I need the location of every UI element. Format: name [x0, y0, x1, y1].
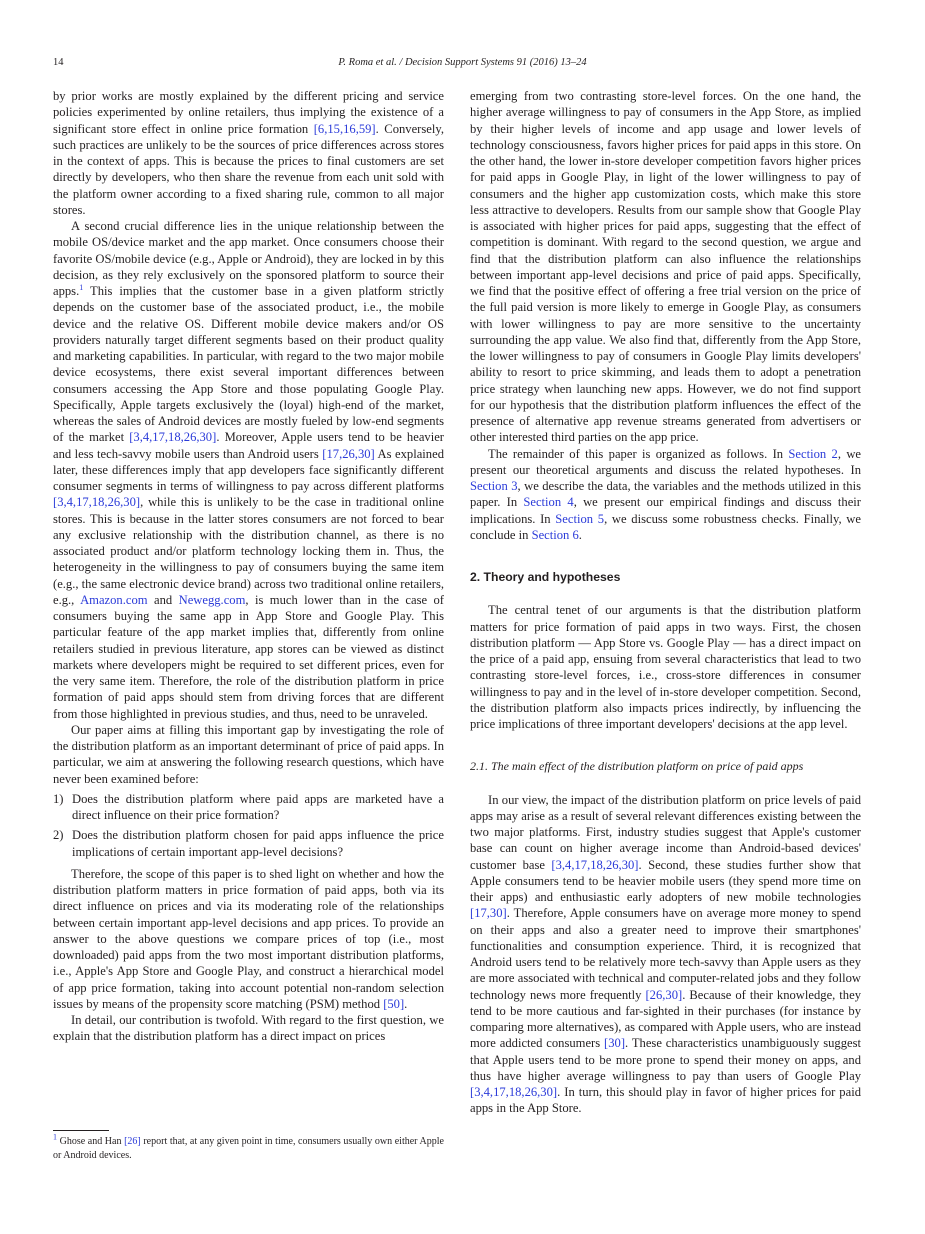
reference-link[interactable]: Section 3	[470, 479, 518, 493]
reference-link[interactable]: [50]	[383, 996, 405, 1011]
text-run: 2.1. The main effect of the distribution platform on price of paid apps	[470, 759, 804, 774]
text-run: Therefore, the scope of this paper is to shed light on whether and how the distribution platform matters in price formation of paid apps, both via its direct influence on prices and via its moderating role of the relationships between certain important app-level decisions and app prices. To provide an answer to the above questions we compare prices of top (i.e., most downloaded) paid apps from the two most important distribution platforms, i.e., Apple's App Store and Google Play, and construct a hierarchical model of app price formation, taking into account potential non-random selection issues by means of the propensity score matching (PSM) method	[53, 866, 444, 1011]
paragraph	[53, 88, 444, 218]
text-run: , we present our empirical findings and discuss their implications. In	[470, 495, 861, 526]
text-run: 2. Theory and hypotheses	[470, 570, 621, 584]
list-number: 1)	[53, 791, 64, 806]
text-run: . Therefore, Apple consumers have on average more money to spend on their apps and also a greater need to improve their smartphones' functionalities and consumption experience. Third, it is recognized that Android users tend to be relatively more tech-savvy than Apple users as they are more associated with technical and computer-related jobs and they follow technology news more frequently	[470, 906, 861, 1002]
text-run: .	[404, 996, 408, 1011]
paragraph	[53, 218, 444, 722]
paragraph	[53, 722, 444, 787]
text-run: , we present our theoretical arguments and discuss the related hypotheses. In	[470, 446, 861, 477]
reference-link[interactable]: Section 4	[523, 495, 574, 510]
list-text	[72, 827, 444, 860]
text-run: . In turn, this should play in favor of higher prices for paid apps in the App Store.	[470, 1085, 861, 1116]
reference-link[interactable]: [3,4,17,18,26,30]	[129, 430, 217, 445]
text-run: report that, at any given point in time, consumers usually own either Apple or Android devices.	[53, 1136, 444, 1161]
running-header-citation: P. Roma et al. / Decision Support Systems 91 (2016) 13–24	[338, 57, 587, 68]
paragraph	[470, 446, 861, 544]
footnote	[53, 1130, 444, 1163]
research-question-item	[53, 827, 444, 860]
reference-link[interactable]: [26]	[124, 1136, 141, 1147]
reference-link[interactable]: Amazon.com	[80, 592, 148, 607]
reference-link[interactable]: [26,30]	[645, 987, 683, 1002]
text-run: . Because of their knowledge, they tend to be more cautious and far-sighted in their purchases (for instance by comparing more alternatives), as compared with Apple users, who are instead more addicted consumers	[470, 987, 861, 1051]
list-number: 2)	[53, 828, 64, 843]
text-run: Does the distribution platform chosen for paid apps influence the price implications of certain important app-level decisions?	[72, 828, 444, 859]
paragraph	[470, 602, 861, 732]
reference-link[interactable]: [17,30]	[470, 906, 507, 921]
reference-link[interactable]: Newegg.com	[178, 592, 246, 607]
text-run: , we discuss some robustness checks. Finally, we conclude in	[470, 511, 861, 542]
text-run: As explained later, these differences imply that app developers face significantly different consumer segments in terms of willingness to pay across different platforms	[53, 446, 444, 493]
page-number: 14	[53, 57, 64, 68]
reference-link[interactable]: Section 5	[555, 511, 605, 526]
right-column	[470, 88, 861, 1117]
reference-link[interactable]: [3,4,17,18,26,30]	[551, 857, 639, 872]
reference-link[interactable]: [30]	[604, 1036, 626, 1051]
paragraph	[53, 1012, 444, 1045]
text-run: A second crucial difference lies in the unique relationship between the mobile OS/device market and the app market. Once consumers choose their favorite OS/mobile device (e.g., Apple or Android), they are locked in by this decision, as they rely exclusively on the sponsored platform to source their apps.	[53, 219, 444, 298]
paragraph	[53, 866, 444, 1012]
footnote-rule	[53, 1130, 109, 1131]
footnote-marker[interactable]: 1	[79, 282, 84, 292]
text-run: by prior works are mostly explained by the different pricing and service policies experimented by online retailers, thus implying the existence of a significant store effect in online price formation	[53, 89, 444, 136]
subsection-heading	[470, 758, 861, 774]
section-heading	[470, 569, 861, 585]
text-run: , is much lower than in the case of consumers buying the same app in App Store and Google Play. This particular feature of the app market implies that, differently from online retailers studied in previous literature, app stores can be viewed as distinct markets where developers might be required to set different prices, even for the very same item. Therefore, the role of the distribution platform in price formation of paid apps should stem from driving forces that are different from those highlighted in previous studies, and thus, need to be unraveled.	[53, 592, 444, 721]
reference-link[interactable]: [3,4,17,18,26,30]	[470, 1085, 558, 1099]
text-run: , while this is unlikely to be the case in traditional online stores. This is because in the latter stores consumers are not forced to bear any exclusive relationship with the distribution channel, as there is no associated product and/or platform technology locking them in. Thus, the heterogeneity in the willingness to pay of consumers buying the same item (e.g., the same electronic device brand) across two traditional online retailers, e.g.,	[53, 495, 444, 607]
left-column	[53, 88, 444, 1045]
text-run: Our paper aims at filling this important gap by investigating the role of the distribution platform as an important determinant of price of paid apps. In particular, we aim at answering the following research questions, which have never been examined before:	[53, 722, 444, 786]
text-run: Does the distribution platform where paid apps are marketed have a direct influence on their price formation?	[72, 791, 444, 822]
reference-link[interactable]: [6,15,16,59]	[313, 121, 376, 136]
text-run: . Moreover, Apple users tend to be heavier and less tech-savvy mobile users than Android users	[53, 430, 444, 461]
text-run: In detail, our contribution is twofold. With regard to the first question, we explain that the distribution platform has a direct impact on prices	[53, 1013, 444, 1044]
text-run: and	[147, 592, 179, 607]
text-run: . Second, these studies further show that Apple consumers tend to be heavier mobile users (they spend more time on their apps) and enthusiastic early adopters of new mobile technologies	[470, 857, 861, 904]
paragraph	[470, 88, 861, 446]
text-run: Ghose and Han	[57, 1136, 125, 1147]
text-run: . Conversely, such practices are unlikely to be the sources of price differences across stores in the context of apps. This is because the prices to final customers are set directly by developers, who then share the revenue from each unit sold with the platform owner according to a fixed sharing rule, common to all major stores.	[53, 121, 444, 217]
footnote-marker[interactable]: 1	[53, 1132, 57, 1142]
footnote-text	[53, 1132, 444, 1163]
reference-link[interactable]: [17,26,30]	[322, 446, 375, 461]
text-run: , we describe the data, the variables and the methods utilized in this paper. In	[470, 479, 861, 510]
text-run: The central tenet of our arguments is that the distribution platform matters for price formation of paid apps in two ways. First, the chosen distribution platform — App Store vs. Google Play — has a direct impact on the price of a paid app, ensuing from several characteristics that lead to two contrasting store-level forces, i.e., cross-store differences in consumer willingness to pay and in the level of in-store developer competition. Second, the distribution platform also impacts prices indirectly, by influencing the price implications of three important developers' decisions at the app level.	[470, 603, 861, 731]
list-text	[72, 791, 444, 824]
reference-link[interactable]: Section 2	[788, 446, 838, 461]
paragraph	[470, 792, 861, 1117]
text-run: emerging from two contrasting store-level forces. On the one hand, the higher average willingness to pay of consumers in the App Store, as implied by their higher levels of income and app usage and lower levels of technology consciousness, favors higher prices for paid apps in this store. On the other hand, the lower in-store developer competition favors higher prices for paid apps in Google Play, in light of the lower willingness to pay of consumers and the higher app customization costs, which make this store less attractive to developers. Results from our sample show that Google Play is associated with higher prices for paid apps, suggesting that the effect of competition is dominant. With regard to the second question, we argue and find that the distribution platform can also influence the relationships between important app-level decisions and price of paid apps. Specifically, we find that the positive effect of offering a free trial version on the price of the full paid version is more likely to emerge in Google Play, as consumers with lower willingness to pay are more sensitive to the uncertainty surrounding the app value. We also find that, differently from the App Store, the lower willingness to pay of consumers in Google Play limits developers' ability to resort to price skimming, and leads them to adopt a penetration price strategy when launching new apps. However, we do not find support for our hypothesis that the distribution platform influences the effect of the presence of alternative app revenue streams generated from advertisers or other interested third parties on the app price.	[470, 89, 861, 445]
text-run: The remainder of this paper is organized as follows. In	[488, 446, 789, 461]
text-run: .	[578, 527, 582, 542]
research-question-item	[53, 791, 444, 824]
text-run: . These characteristics unambiguously suggest that Apple users tend to be more prone to spend their money on apps, and thus have higher average willingness to pay than users of Google Play	[470, 1036, 862, 1083]
text-run: This implies that the customer base in a given platform strictly depends on the customer base of the associated product, i.e., the mobile device and the relative OS. Different mobile device makers and/or OS providers naturally target different segments based on their product quality and marketing capabilities. In particular, with regard to the two major mobile device ecosystems, there exist several important differences between consumers accessing the App Store and those populating Google Play. Specifically, Apple targets exclusively the (loyal) high-end of the market, whereas the sales of Android devices are mostly fueled by low-end segments of the market	[53, 284, 444, 445]
text-run: In our view, the impact of the distribution platform on price levels of paid apps may arise as a result of several relevant differences existing between the two major platforms. First, industry studies suggest that Apple's customer base can count on higher average income than Android-based devices' customer base	[470, 792, 861, 872]
reference-link[interactable]: Section 6	[531, 527, 579, 542]
reference-link[interactable]: [3,4,17,18,26,30]	[53, 495, 141, 510]
